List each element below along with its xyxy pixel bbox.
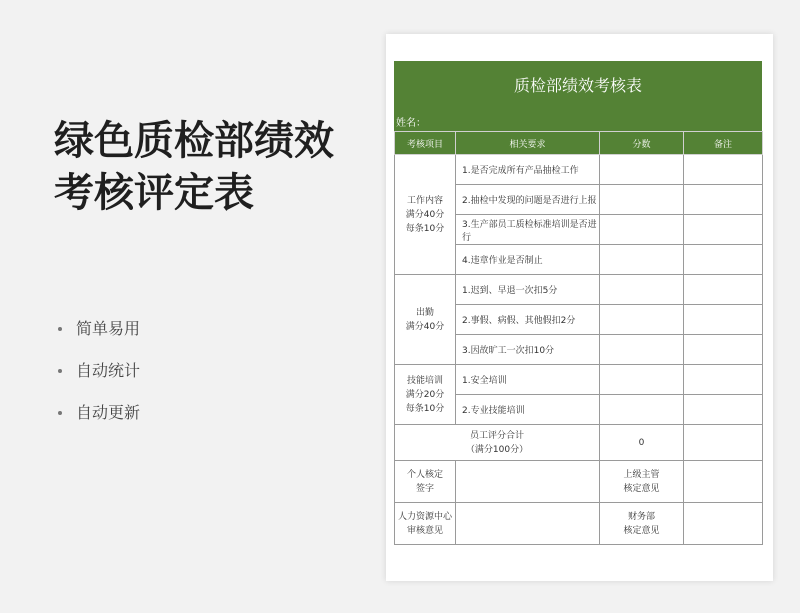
- header-item: 考核项目: [395, 132, 456, 155]
- assessment-table: [394, 131, 763, 545]
- remark-cell[interactable]: [684, 335, 763, 365]
- total-label: 员工评分合计 （满分100分）: [395, 425, 600, 461]
- remark-cell[interactable]: [684, 365, 763, 395]
- finance-label: 财务部 核定意见: [600, 503, 684, 545]
- score-cell[interactable]: [600, 245, 684, 275]
- requirement-cell: 2.抽检中发现的问题是否进行上报: [456, 185, 600, 215]
- score-cell[interactable]: [600, 395, 684, 425]
- bullet-icon: [58, 369, 62, 373]
- signature-row: [395, 503, 763, 545]
- total-remark-cell[interactable]: [684, 425, 763, 461]
- promo-title-line1: 绿色质检部绩效: [54, 118, 334, 164]
- table-header-row: [395, 132, 763, 155]
- category-cell: 工作内容 满分40分 每条10分: [395, 155, 456, 275]
- header-remark: 备注: [684, 132, 763, 155]
- total-score: 0: [600, 425, 684, 461]
- requirement-cell: 1.安全培训: [456, 365, 600, 395]
- signature-row: [395, 461, 763, 503]
- score-cell[interactable]: [600, 215, 684, 245]
- feature-list: [58, 308, 140, 434]
- requirement-cell: 2.专业技能培训: [456, 395, 600, 425]
- supervisor-cell[interactable]: [684, 461, 763, 503]
- form-title: 质检部绩效考核表: [513, 76, 642, 95]
- score-cell[interactable]: [600, 185, 684, 215]
- score-cell[interactable]: [600, 305, 684, 335]
- document-preview: [386, 34, 773, 581]
- requirement-cell: 3.因故旷工一次扣10分: [456, 335, 600, 365]
- requirement-cell: 1.迟到、早退一次扣5分: [456, 275, 600, 305]
- remark-cell[interactable]: [684, 215, 763, 245]
- table-row: [395, 365, 763, 395]
- remark-cell[interactable]: [684, 245, 763, 275]
- total-row: [395, 425, 763, 461]
- header-requirement: 相关要求: [456, 132, 600, 155]
- hr-cell[interactable]: [456, 503, 600, 545]
- requirement-cell: 2.事假、病假、其他假扣2分: [456, 305, 600, 335]
- table-row: [395, 155, 763, 185]
- header-score: 分数: [600, 132, 684, 155]
- promo-title: [54, 115, 364, 219]
- requirement-cell: 3.生产部员工质检标准培训是否进行: [456, 215, 600, 245]
- category-cell: 技能培训 满分20分 每条10分: [395, 365, 456, 425]
- form-header: [394, 61, 762, 131]
- score-cell[interactable]: [600, 365, 684, 395]
- finance-cell[interactable]: [684, 503, 763, 545]
- bullet-icon: [58, 411, 62, 415]
- remark-cell[interactable]: [684, 155, 763, 185]
- personal-sign-label: 个人核定 签字: [395, 461, 456, 503]
- remark-cell[interactable]: [684, 395, 763, 425]
- requirement-cell: 4.违章作业是否制止: [456, 245, 600, 275]
- category-cell: 出勤 满分40分: [395, 275, 456, 365]
- name-label: 姓名：: [396, 118, 426, 129]
- score-cell[interactable]: [600, 275, 684, 305]
- remark-cell[interactable]: [684, 185, 763, 215]
- score-cell[interactable]: [600, 335, 684, 365]
- supervisor-label: 上级主管 核定意见: [600, 461, 684, 503]
- remark-cell[interactable]: [684, 305, 763, 335]
- feature-item: 自动统计: [58, 350, 140, 392]
- table-row: [395, 275, 763, 305]
- score-cell[interactable]: [600, 155, 684, 185]
- requirement-cell: 1.是否完成所有产品抽检工作: [456, 155, 600, 185]
- hr-label: 人力资源中心 审核意见: [395, 503, 456, 545]
- feature-item: 简单易用: [58, 308, 140, 350]
- personal-sign-cell[interactable]: [456, 461, 600, 503]
- feature-item: 自动更新: [58, 392, 140, 434]
- bullet-icon: [58, 327, 62, 331]
- remark-cell[interactable]: [684, 275, 763, 305]
- promo-title-line2: 考核评定表: [54, 170, 254, 216]
- assessment-form: [394, 61, 762, 545]
